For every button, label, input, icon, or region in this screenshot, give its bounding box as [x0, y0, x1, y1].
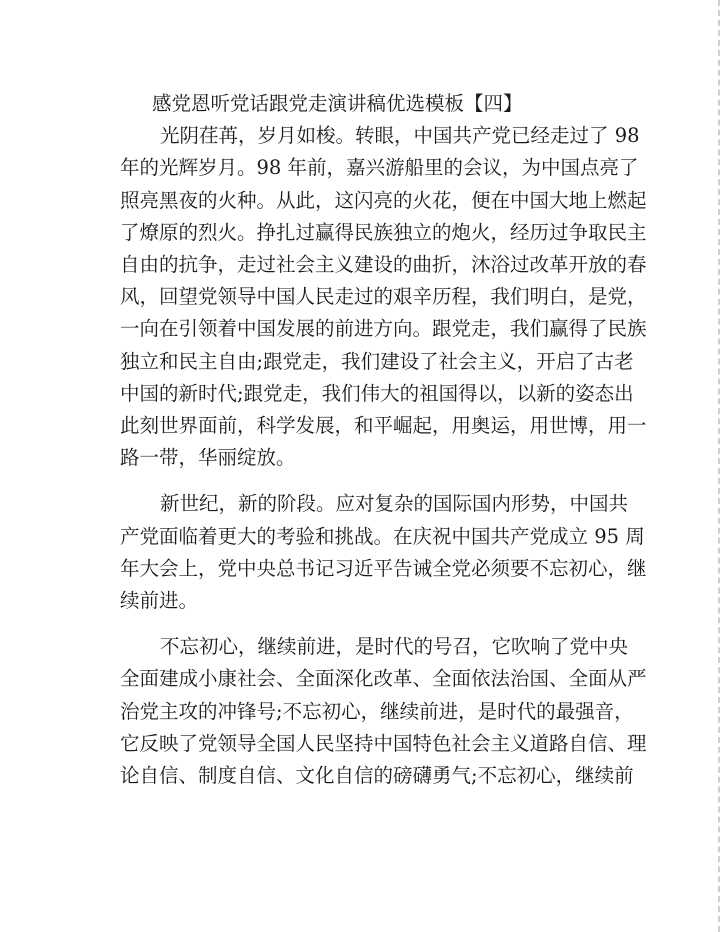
- text-line: 不忘初心，继续前进，是时代的号召，它吹响了党中央: [160, 635, 629, 659]
- text-line: 年的光辉岁月。98 年前，嘉兴游船里的会议，为中国点亮了: [120, 156, 639, 180]
- text-line: 独立和民主自由;跟党走，我们建设了社会主义，开启了古老: [120, 349, 634, 373]
- text-line: 治党主攻的冲锋号;不忘初心，继续前进，是时代的最强音，: [120, 699, 634, 723]
- text-line: 风，回望党领导中国人民走过的艰辛历程，我们明白，是党，: [120, 285, 647, 309]
- text-line: 自由的抗争，走过社会主义建设的曲折，沐浴过改革开放的春: [120, 253, 647, 277]
- text-line: 一向在引领着中国发展的前进方向。跟党走，我们赢得了民族: [120, 317, 647, 341]
- document-title: 感党恩听党话跟党走演讲稿优选模板【四】: [152, 92, 523, 115]
- paragraph-1: [120, 120, 647, 474]
- text-line: 路一带，华丽绽放。: [120, 446, 296, 470]
- text-line: 它反映了党领导全国人民坚持中国特色社会主义道路自信、理: [120, 731, 647, 755]
- text-line: 新世纪，新的阶段。应对复杂的国际国内形势，中国共: [160, 492, 629, 516]
- text-line: 论自信、制度自信、文化自信的磅礴勇气;不忘初心，继续前: [120, 764, 634, 788]
- text-line: 中国的新时代;跟党走，我们伟大的祖国得以，以新的姿态出: [120, 381, 634, 405]
- paragraph-2: [120, 488, 647, 617]
- text-line: 了燎原的烈火。挣扎过赢得民族独立的炮火，经历过争取民主: [120, 220, 647, 244]
- text-line: 全面建成小康社会、全面深化改革、全面依法治国、全面从严: [120, 667, 647, 691]
- paragraph-gap: [120, 617, 610, 631]
- text-line: 照亮黑夜的火种。从此，这闪亮的火花，便在中国大地上燃起: [120, 188, 647, 212]
- text-line: 光阴荏苒，岁月如梭。转眼，中国共产党已经走过了 98: [160, 124, 640, 148]
- paragraph-3: [120, 631, 647, 792]
- text-line: 年大会上，党中央总书记习近平告诫全党必须要不忘初心，继: [120, 556, 647, 580]
- document-body: [120, 88, 647, 792]
- text-line: 产党面临着更大的考验和挑战。在庆祝中国共产党成立 95 周: [120, 524, 645, 548]
- text-line: 此刻世界面前，科学发展，和平崛起，用奥运，用世博，用一: [120, 414, 647, 438]
- text-line: 续前进。: [120, 589, 199, 613]
- paragraph-gap: [120, 474, 610, 488]
